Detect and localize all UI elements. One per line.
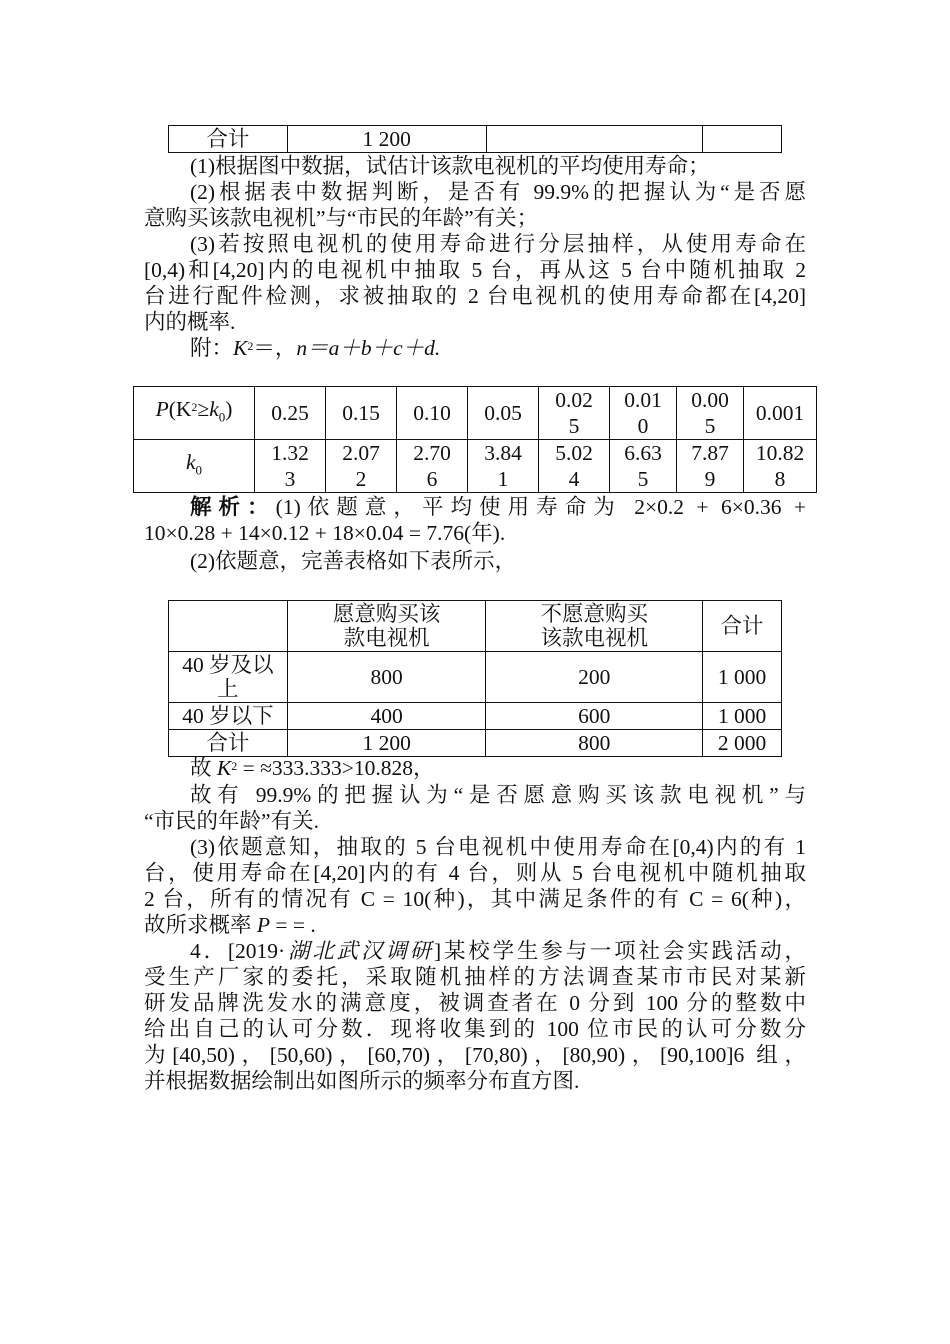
appendix-prefix: 附：	[190, 336, 234, 360]
solution-label: 解析：	[190, 495, 276, 519]
table-cell: 7.87 9	[677, 440, 744, 493]
table-row	[134, 440, 817, 493]
table-cell: 2.70 6	[397, 440, 468, 493]
problem-4-line-1: 4．[2019·湖北武汉调研]某校学生参与一项社会实践活动，	[190, 939, 806, 963]
table-cell: 合计	[169, 730, 288, 757]
p-label-cell: $P(K^2\ge k_0)$	[134, 387, 255, 440]
problem-4-line-4: 给出自己的认可分数．现将收集到的 100 位市民的认可分数分	[144, 1017, 806, 1041]
k-label-cell: $k_0$	[134, 440, 255, 493]
table-cell	[486, 126, 703, 153]
table-cell	[703, 126, 782, 153]
conclusion-line-5: 台，使用寿命在[4,20]内的有 4 台，则从 5 台电视机中随机抽取	[144, 861, 806, 885]
formula-n: n	[296, 336, 308, 360]
problem-source: 湖北武汉调研	[285, 939, 434, 963]
table-cell: 合计	[169, 126, 288, 153]
conclusion-line-3: “市民的年龄”有关.	[144, 809, 319, 833]
contingency-table	[168, 600, 782, 757]
table-header-cell: 愿意购买该 款电视机	[287, 601, 486, 652]
table-row	[169, 126, 782, 153]
conclusion-line-7: 故所求概率 P = = .	[144, 913, 316, 937]
table-header-cell: 合计	[703, 601, 782, 652]
problem-4-line-6: 并根据数据绘制出如图所示的频率分布直方图.	[144, 1069, 580, 1093]
conclusion-line-1: 故 $K^2 = \approx 333.333>10.828$，	[190, 756, 435, 780]
question-3-line-1: (3)若按照电视机的使用寿命进行分层抽样，从使用寿命在	[190, 232, 806, 256]
table-header-cell	[169, 601, 288, 652]
table-cell: 0.02 5	[539, 387, 610, 440]
table-cell: 1 200	[287, 126, 486, 153]
table-row	[169, 703, 782, 730]
solution-line-3: (2)依题意，完善表格如下表所示，	[190, 549, 517, 573]
table-cell: 1.32 3	[255, 440, 326, 493]
table-cell: 200	[486, 652, 703, 703]
table-cell: 0.10	[397, 387, 468, 440]
critical-value-table	[133, 386, 817, 493]
question-2-line-2: 意购买该款电视机”与“市民的年龄”有关；	[144, 206, 539, 230]
table-row	[169, 652, 782, 703]
problem-4-line-5: 为[40,50)，[50,60)，[60,70)，[70,80)，[80,90)，[90,100]6 组，	[144, 1043, 806, 1067]
table-cell: 0.05	[468, 387, 539, 440]
table-cell: 600	[486, 703, 703, 730]
table-cell: 1 200	[287, 730, 486, 757]
table-cell: 40 岁以下	[169, 703, 288, 730]
table-cell: 0.01 0	[610, 387, 677, 440]
table-cell: 40 岁及以 上	[169, 652, 288, 703]
conclusion-line-6: 2 台，所有的情况有 C = 10(种)，其中满足条件的有 C = 6(种)，	[144, 887, 806, 911]
solution-line-1: 解析：(1)依题意，平均使用寿命为 2×0.2 + 6×0.36 +	[190, 495, 806, 519]
table-cell: 3.84 1	[468, 440, 539, 493]
table-cell: 0.25	[255, 387, 326, 440]
table-cell: 0.001	[744, 387, 817, 440]
conclusion-line-4: (3)依题意知，抽取的 5 台电视机中使用寿命在[0,4)内的有 1	[190, 835, 806, 859]
table-cell: 800	[287, 652, 486, 703]
formula-sum: ＝a＋b＋c＋d.	[307, 336, 441, 360]
appendix-formula	[190, 335, 806, 361]
table-cell: 0.15	[326, 387, 397, 440]
solution-line-2: 10×0.28 + 14×0.12 + 18×0.04 = 7.76(年).	[144, 521, 506, 545]
table-header-cell: 不愿意购买 该款电视机	[486, 601, 703, 652]
question-2-line-1: (2)根据表中数据判断，是否有 99.9%的把握认为“是否愿	[190, 180, 806, 204]
formula-square: 2	[247, 339, 254, 353]
table-header-row	[169, 601, 782, 652]
question-3-line-2: [0,4)和[4,20]内的电视机中抽取 5 台，再从这 5 台中随机抽取 2	[144, 258, 806, 282]
table-cell: 6.63 5	[610, 440, 677, 493]
formula-equals: ＝，	[253, 336, 297, 360]
table-cell: 1 000	[703, 652, 782, 703]
conclusion-line-2: 故有 99.9%的把握认为“是否愿意购买该款电视机”与	[190, 783, 806, 807]
table-cell: 1 000	[703, 703, 782, 730]
formula-k: K	[233, 336, 248, 360]
table-row	[134, 387, 817, 440]
summary-table-fragment	[168, 125, 782, 153]
table-cell: 400	[287, 703, 486, 730]
table-cell: 2.07 2	[326, 440, 397, 493]
table-cell: 5.02 4	[539, 440, 610, 493]
problem-4-line-3: 研发品牌洗发水的满意度，被调查者在 0 分到 100 分的整数中	[144, 991, 806, 1015]
question-1: (1)根据图中数据，试估计该款电视机的平均使用寿命；	[190, 154, 710, 178]
table-row	[169, 730, 782, 757]
question-3-line-4: 内的概率.	[144, 310, 236, 334]
problem-4-line-2: 受生产厂家的委托，采取随机抽样的方法调查某市市民对某新	[144, 965, 806, 989]
table-cell: 800	[486, 730, 703, 757]
table-cell: 10.82 8	[744, 440, 817, 493]
question-3-line-3: 台进行配件检测，求被抽取的 2 台电视机的使用寿命都在[4,20]	[144, 284, 806, 308]
table-cell: 2 000	[703, 730, 782, 757]
table-cell: 0.00 5	[677, 387, 744, 440]
